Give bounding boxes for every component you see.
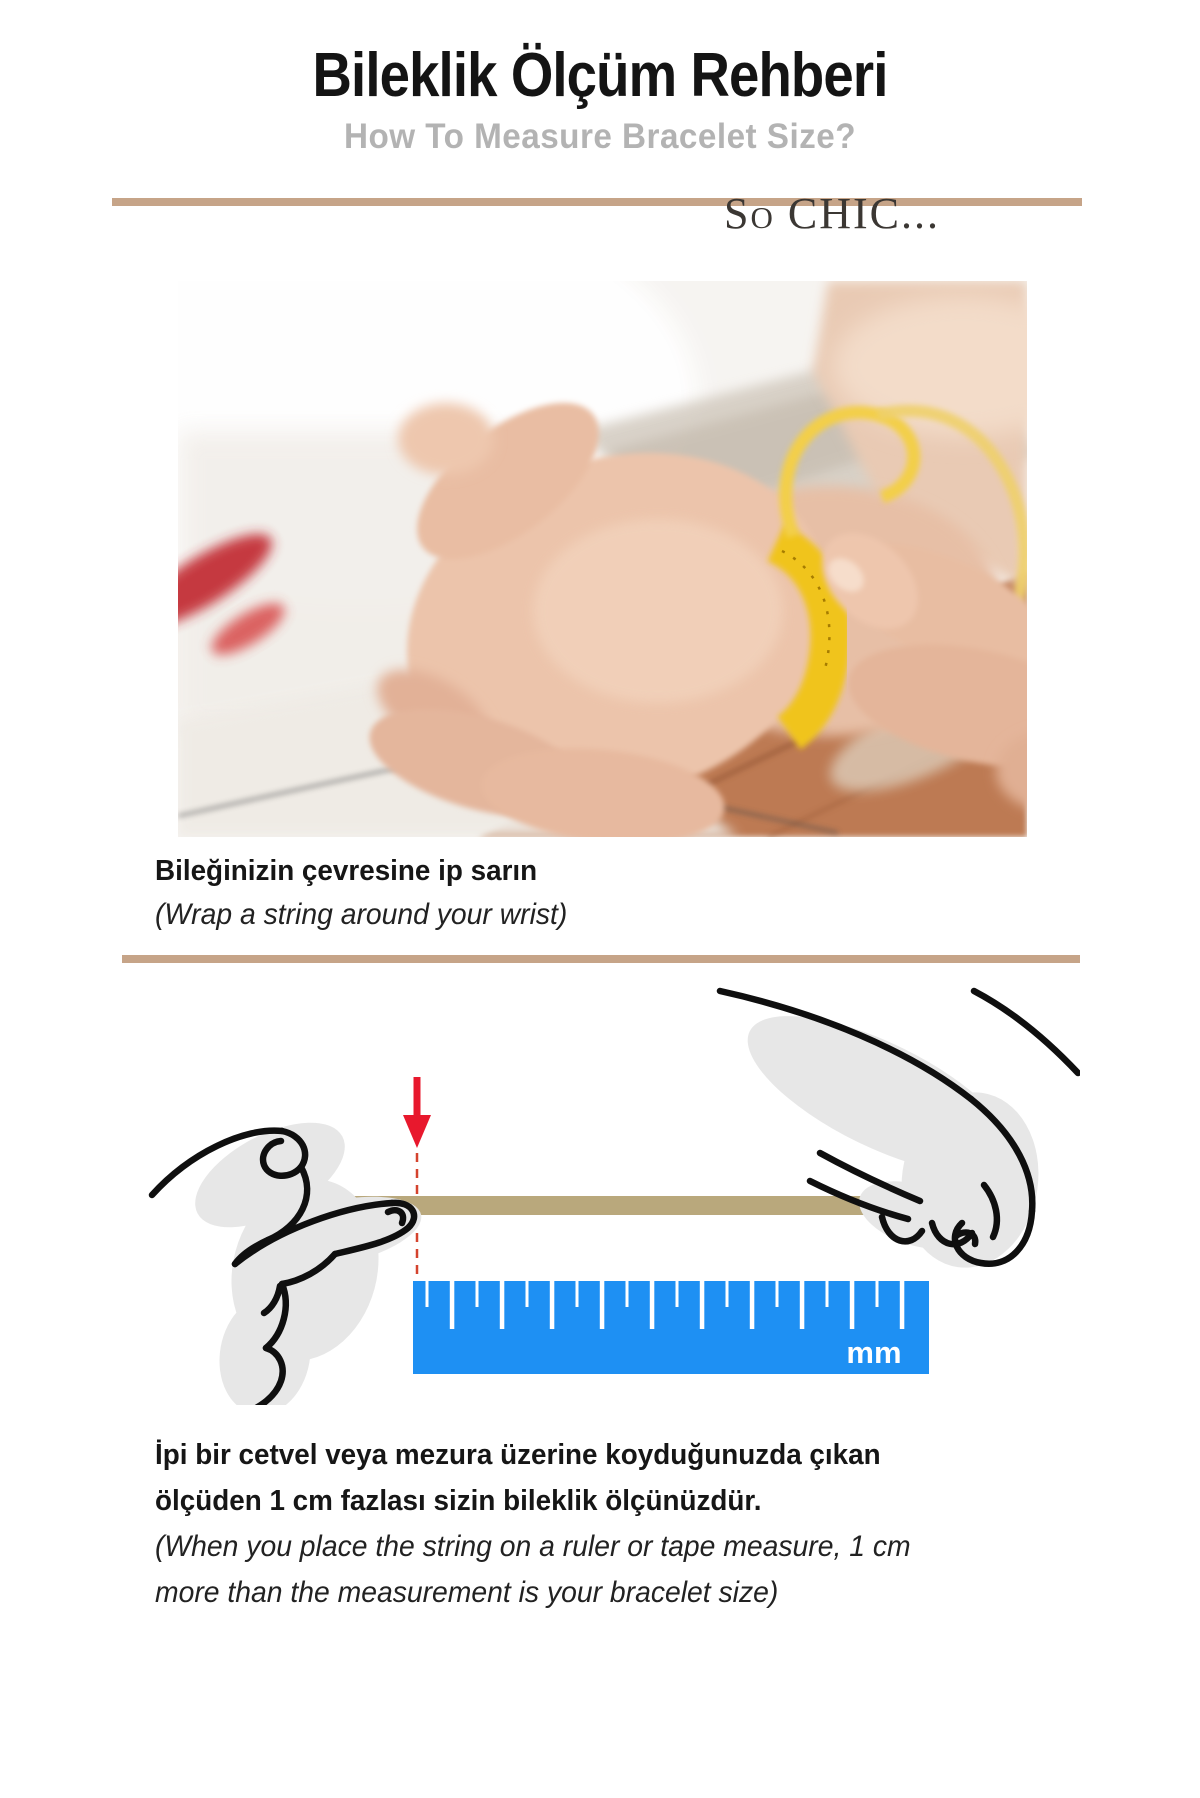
step1-caption-english: (Wrap a string around your wrist) bbox=[155, 898, 568, 931]
step2-caption bbox=[155, 1432, 1077, 1616]
step2-caption-english-line1: (When you place the string on a ruler or tape measure, 1 cm bbox=[155, 1530, 911, 1563]
left-hand-illustration bbox=[152, 1101, 428, 1405]
ruler-graphic bbox=[413, 1281, 929, 1374]
wrist-measuring-photo bbox=[178, 281, 1027, 837]
step1-caption-turkish: Bileğinizin çevresine ip sarın bbox=[155, 855, 538, 887]
step2-caption-turkish-line2: ölçüden 1 cm fazlası sizin bileklik ölçünüzdür. bbox=[155, 1485, 762, 1517]
step2-caption-english-line2: more than the measurement is your bracelet size) bbox=[155, 1576, 779, 1609]
brand-logo: So CHIC... bbox=[724, 189, 940, 238]
right-hand-illustration bbox=[720, 985, 1078, 1277]
step2-caption-turkish-line1: İpi bir cetvel veya mezura üzerine koyduğunuzda çıkan bbox=[155, 1439, 881, 1471]
step1-caption bbox=[155, 850, 923, 936]
divider-middle bbox=[122, 955, 1080, 963]
ruler-unit-label: mm bbox=[846, 1335, 902, 1370]
page-title: Bileklik Ölçüm Rehberi bbox=[312, 41, 888, 110]
page-subtitle: How To Measure Bracelet Size? bbox=[343, 117, 857, 156]
ruler-illustration bbox=[120, 985, 1080, 1405]
down-arrow-icon bbox=[403, 1077, 431, 1148]
